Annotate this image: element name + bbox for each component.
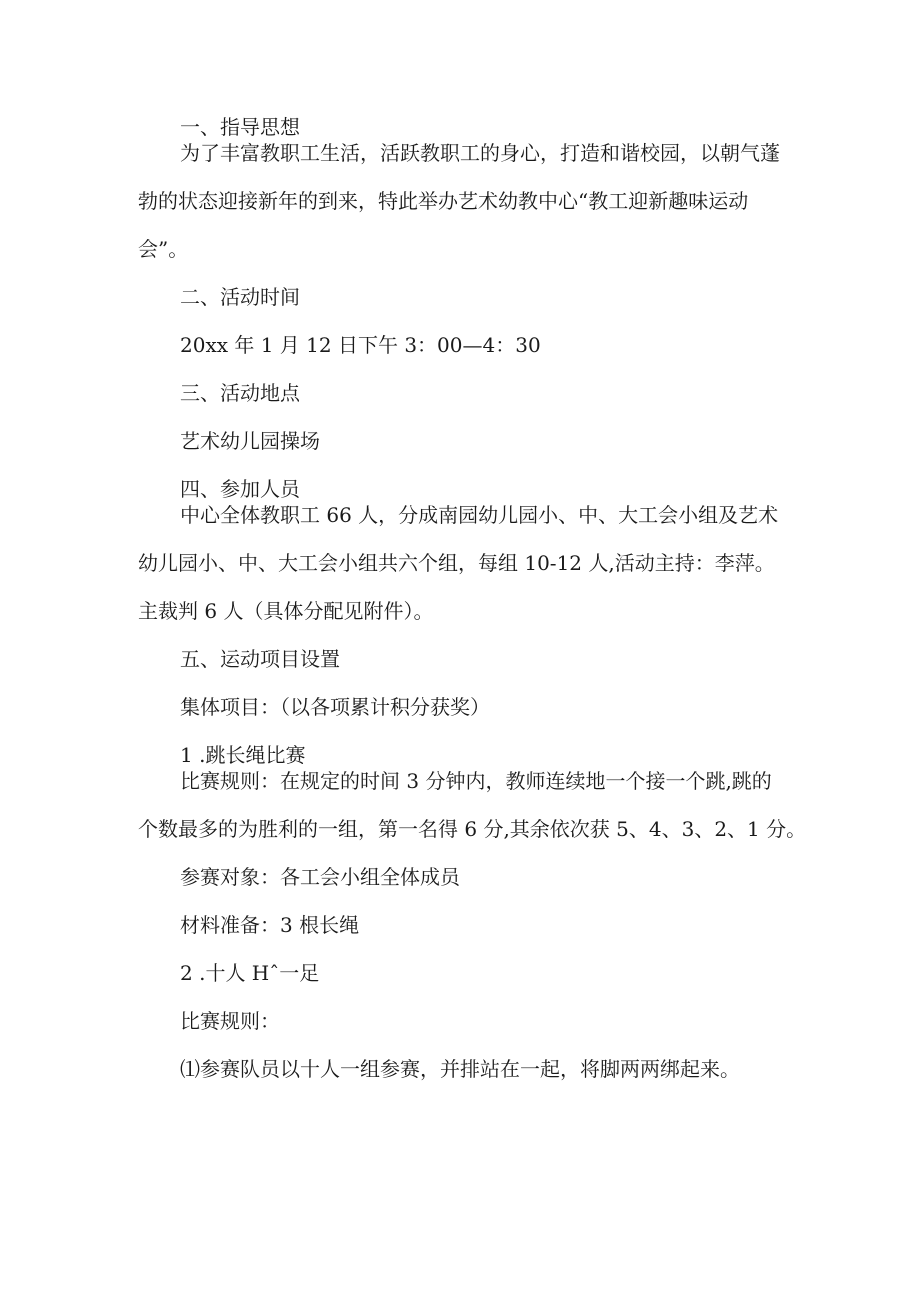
document-body [138, 114, 807, 1082]
paragraph-guiding-idea [138, 140, 798, 262]
text-line: 勃的状态迎接新年的到来，特此举办艺术幼教中心“教工迎新趣味运动 [138, 189, 749, 213]
text-line: 为了丰富教职工生活，活跃教职工的身心，打造和谐校园，以朝气蓬 [180, 141, 780, 165]
paragraph-participants [138, 502, 798, 624]
subheading-ten-person-race: 2 .十人 Hˆ一足 [180, 961, 320, 985]
text-line: 幼儿园小、中、大工会小组共六个组，每组 10-12 人,活动主持：李萍。 [138, 551, 775, 575]
section-heading-guiding-idea: 一、指导思想 [180, 115, 300, 139]
paragraph-long-rope-rules [138, 768, 807, 842]
text-line: 比赛规则：在规定的时间 3 分钟内，教师连续地一个接一个跳,跳的 [180, 769, 772, 793]
section-heading-activity-location: 三、活动地点 [180, 381, 300, 405]
activity-location-text: 艺术幼儿园操场 [180, 429, 320, 453]
rules-label: 比赛规则： [180, 1009, 280, 1033]
participants-text: 参赛对象：各工会小组全体成员 [180, 865, 460, 889]
section-heading-activity-time: 二、活动时间 [180, 285, 300, 309]
text-line: 主裁判 6 人（具体分配见附件）。 [138, 599, 434, 623]
section-heading-participants: 四、参加人员 [180, 477, 300, 501]
section-heading-event-setup: 五、运动项目设置 [180, 647, 340, 671]
activity-time-text: 20xx 年 1 月 12 日下午 3：00—4：30 [180, 333, 541, 357]
text-line: 中心全体教职工 66 人，分成南园幼儿园小、中、大工会小组及艺术 [180, 503, 779, 527]
materials-text: 材料准备：3 根长绳 [180, 913, 360, 937]
text-line: 个数最多的为胜利的一组，第一名得 6 分,其余依次获 5、4、3、2、1 分。 [138, 817, 807, 841]
rule-item-1: ⑴参赛队员以十人一组参赛，并排站在一起，将脚两两绑起来。 [180, 1057, 740, 1081]
group-events-text: 集体项目：（以各项累计积分获奖） [180, 695, 490, 719]
text-line: 会”。 [138, 237, 189, 261]
subheading-long-rope: 1 .跳长绳比赛 [180, 743, 306, 767]
